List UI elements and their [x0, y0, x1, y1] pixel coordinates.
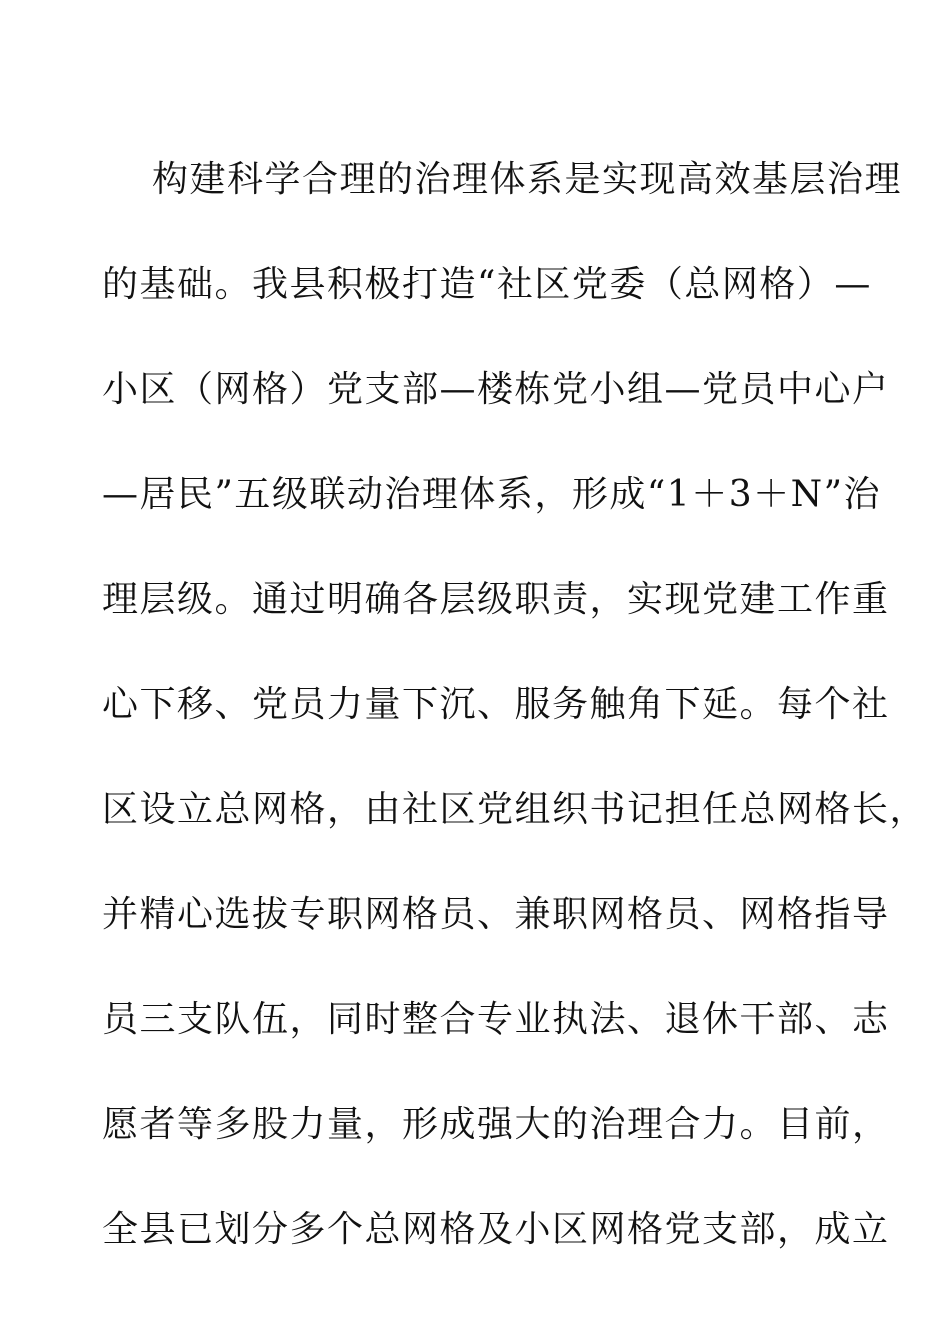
paragraph-line-11: 全县已划分多个总网格及小区网格党支部，成立	[102, 1209, 890, 1250]
paragraph-line-9: 员三支队伍，同时整合专业执法、退休干部、志	[102, 999, 890, 1040]
paragraph-line-8: 并精心选拔专职网格员、兼职网格员、网格指导	[102, 894, 890, 935]
paragraph-line-1: 构建科学合理的治理体系是实现高效基层治理	[152, 159, 903, 200]
paragraph-line-10: 愿者等多股力量，形成强大的治理合力。目前，	[102, 1104, 890, 1145]
paragraph-line-2: 的基础。我县积极打造“社区党委（总网格）—	[102, 264, 872, 305]
paragraph-line-5: 理层级。通过明确各层级职责，实现党建工作重	[102, 579, 890, 620]
paragraph-line-4: —居民”五级联动治理体系，形成“1＋3＋N”治	[102, 474, 882, 515]
paragraph-line-6: 心下移、党员力量下沉、服务触角下延。每个社	[102, 684, 890, 725]
body-paragraph	[102, 127, 928, 1282]
paragraph-line-3: 小区（网格）党支部—楼栋党小组—党员中心户	[102, 369, 890, 410]
paragraph-line-7: 区设立总网格，由社区党组织书记担任总网格长，	[102, 789, 928, 830]
